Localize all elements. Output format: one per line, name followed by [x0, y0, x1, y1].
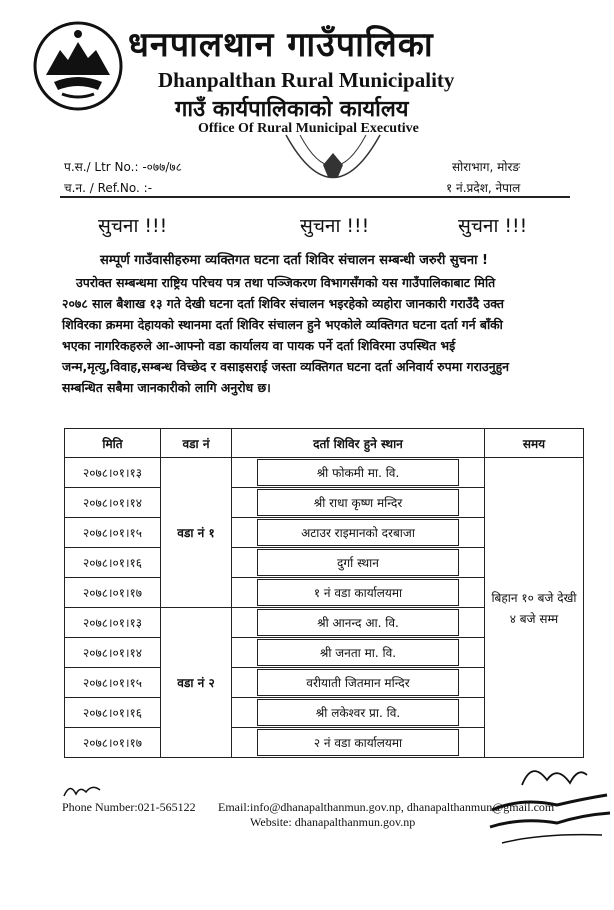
column-header-place: दर्ता शिविर हुने स्थान: [232, 429, 485, 458]
reference-number: च.न. / Ref.No. :-: [64, 181, 153, 195]
footer-phone: Phone Number:021-565122: [62, 800, 196, 814]
date-cell: २०७८।०१।१५: [65, 668, 161, 698]
place-cell: श्री फोकमी मा. वि.: [257, 459, 459, 486]
place-cell: श्री आनन्द आ. वि.: [257, 609, 459, 636]
schedule-table: [64, 428, 584, 758]
municipality-title-np: धनपालथान गाउँपालिका: [128, 25, 434, 65]
body-line: उपरोक्त सम्बन्धमा राष्ट्रिय परिचय पत्र तथा पञ्जिकरण विभागसँगको यस गाउँपालिकाबाट मिति: [76, 275, 496, 290]
notice-heading: सुचना !!!: [458, 215, 528, 237]
date-cell: २०७८।०१।१७: [65, 578, 161, 608]
office-title-en: Office Of Rural Municipal Executive: [198, 121, 419, 136]
date-cell: २०७८।०१।१४: [65, 488, 161, 518]
signature-initials: [62, 780, 102, 800]
body-line: सम्बन्धित सबैमा जानकारीको लागि अनुरोध छ।: [62, 380, 271, 395]
date-cell: २०७८।०१।१६: [65, 698, 161, 728]
date-cell: २०७८।०१।१३: [65, 608, 161, 638]
notice-subject: सम्पूर्ण गाउँवासीहरुमा व्यक्तिगत घटना दर्ता शिविर संचालन सम्बन्धी जरुरी सुचना !: [100, 253, 488, 268]
date-cell: २०७८।०१।१६: [65, 548, 161, 578]
place-cell: श्री जनता मा. वि.: [257, 639, 459, 666]
municipality-title-en: Dhanpalthan Rural Municipality: [158, 68, 455, 92]
ward-cell: वडा नं २: [161, 608, 232, 758]
time-line: ४ बजे सम्म: [509, 611, 559, 626]
header-divider: [60, 196, 570, 198]
place-cell: २ नं वडा कार्यालयमा: [257, 729, 459, 756]
time-cell: [485, 458, 584, 758]
place-cell: अटाउर राइमानको दरबाजा: [257, 519, 459, 546]
date-cell: २०७८।०१।१७: [65, 728, 161, 758]
official-signature-stamp: [462, 755, 612, 850]
time-line: बिहान १० बजे देखी: [491, 590, 577, 605]
address-line-2: १ नं.प्रदेश, नेपाल: [446, 181, 521, 195]
office-title-np: गाउँ कार्यपालिकाको कार्यालय: [175, 97, 409, 122]
date-cell: २०७८।०१।१५: [65, 518, 161, 548]
notice-heading: सुचना !!!: [98, 215, 168, 237]
ward-cell: वडा नं १: [161, 458, 232, 608]
body-line: भएका नागरिकहरुले आ-आफ्नो वडा कार्यालय वा पायक पर्ने दर्ता शिविरमा उपस्थित भई: [62, 338, 456, 353]
column-header-time: समय: [485, 429, 584, 458]
emblem-icon: [32, 20, 124, 112]
place-cell: श्री राधा कृष्ण मन्दिर: [257, 489, 459, 516]
date-cell: २०७८।०१।१४: [65, 638, 161, 668]
address-line-1: सोराभाग, मोरङ: [452, 160, 521, 174]
notice-heading: सुचना !!!: [300, 215, 370, 237]
place-cell: वरीयाती जितमान मन्दिर: [257, 669, 459, 696]
body-line: शिविरका क्रममा देहायको स्थानमा दर्ता शिविर संचालन हुने भएकोले व्यक्तिगत घटना दर्ता गर्न बाँकी: [62, 317, 503, 332]
column-header-date: मिति: [65, 429, 161, 458]
letter-number: प.स./ Ltr No.: -०७७/७८: [64, 160, 182, 174]
place-cell: श्री लकेश्वर प्रा. वि.: [257, 699, 459, 726]
footer-email: Email:info@dhanapalthanmun.gov.np, dhanapalthanmun@gmail.com: [218, 800, 555, 814]
place-cell: दुर्गा स्थान: [257, 549, 459, 576]
place-cell: १ नं वडा कार्यालयमा: [257, 579, 459, 606]
date-cell: २०७८।०१।१३: [65, 458, 161, 488]
table-row: [65, 458, 584, 488]
footer-website: Website: dhanapalthanmun.gov.np: [250, 815, 416, 829]
notice-body: [62, 272, 560, 398]
body-line: जन्म,मृत्यु,विवाह,सम्बन्ध विच्छेद र वसाइसराई जस्ता व्यक्तिगत घटना दर्ता अनिवार्य रुपमा गराउनुहुन: [62, 359, 510, 374]
office-stamp: [278, 125, 388, 205]
column-header-ward: वडा नं: [161, 429, 232, 458]
body-line: २०७८ साल बैशाख १३ गते देखी घटना दर्ता शिविर संचालन भइरहेको व्यहोरा जानकारी गराउँदै उक्त: [62, 296, 504, 311]
